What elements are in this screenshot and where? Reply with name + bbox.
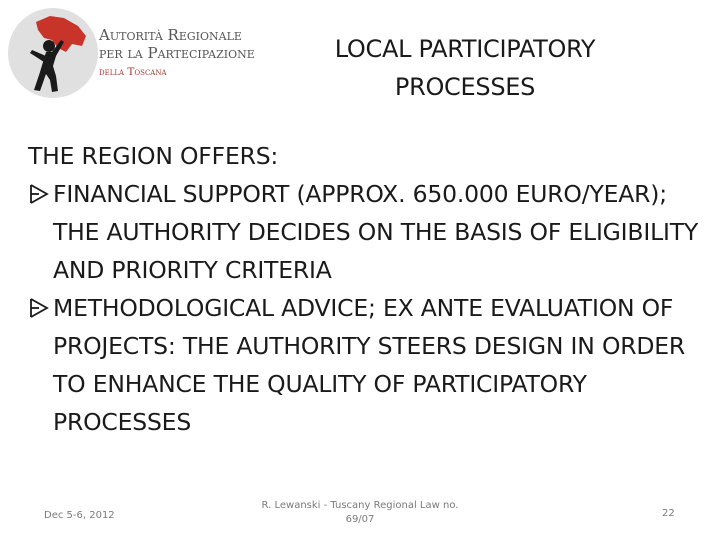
footer-date: Dec 5-6, 2012 (44, 510, 115, 521)
logo-emblem-icon (6, 6, 100, 100)
logo-line-2: per la Partecipazione (99, 44, 255, 62)
footer-citation: R. Lewanski - Tuscany Regional Law no. 69/07 (261, 500, 459, 525)
logo-line-1: Autorità Regionale (99, 26, 242, 44)
slide-title: LOCAL PARTICIPATORY PROCESSES (334, 35, 596, 101)
bullet-item-methodological-advice (28, 289, 708, 441)
page-number: 22 (662, 508, 675, 519)
bullet-item-financial-support (28, 175, 708, 289)
bullet-list (28, 175, 708, 441)
logo-text (99, 26, 259, 78)
logo-line-3: della Toscana (99, 66, 167, 78)
logo (4, 4, 254, 104)
slide-heading: THE REGION OFFERS: (28, 142, 279, 170)
arrow-bullet-icon (28, 183, 50, 205)
bullet-text: FINANCIAL SUPPORT (APPROX. 650.000 EURO/YEAR); THE AUTHORITY DECIDES ON THE BASIS OF ELIGIBILITY AND PRIORITY CRITERIA (53, 180, 698, 284)
slide-content (28, 137, 708, 441)
arrow-bullet-icon (28, 297, 50, 319)
bullet-text: METHODOLOGICAL ADVICE; EX ANTE EVALUATION OF PROJECTS: THE AUTHORITY STEERS DESIGN IN ORDER TO ENHANCE THE QUALITY OF PARTICIPATORY PROCESSES (53, 294, 686, 436)
